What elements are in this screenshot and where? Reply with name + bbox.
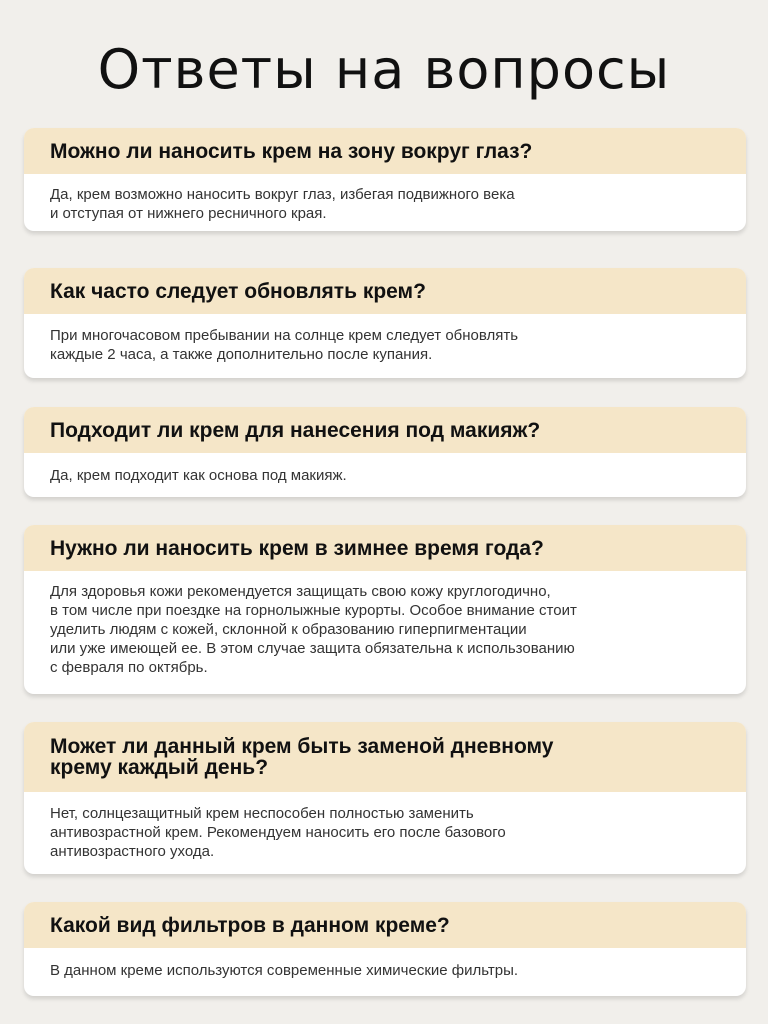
faq-question: Нужно ли наносить крем в зимнее время года? xyxy=(24,525,746,571)
faq-item xyxy=(24,407,746,497)
faq-question: Как часто следует обновлять крем? xyxy=(24,268,746,314)
faq-answer: Нет, солнцезащитный крем неспособен полностью заменить антивозрастной крем. Рекомендуем наносить его после базового антивозрастного ухода. xyxy=(50,805,506,860)
faq-question: Какой вид фильтров в данном креме? xyxy=(24,902,746,948)
faq-item xyxy=(24,722,746,874)
faq-item xyxy=(24,268,746,378)
faq-question: Может ли данный крем быть заменой дневному крему каждый день? xyxy=(24,722,746,792)
faq-question: Можно ли наносить крем на зону вокруг глаз? xyxy=(24,128,746,174)
faq-answer: При многочасовом пребывании на солнце крем следует обновлять каждые 2 часа, а также дополнительно после купания. xyxy=(50,327,519,363)
faq-answer: В данном креме используются современные химические фильтры. xyxy=(50,962,519,979)
faq-item xyxy=(24,128,746,231)
faq-question: Подходит ли крем для нанесения под макияж? xyxy=(24,407,746,453)
faq-item xyxy=(24,525,746,694)
faq-item xyxy=(24,902,746,996)
page-title: Ответы на вопросы xyxy=(97,38,671,101)
faq-answer: Для здоровья кожи рекомендуется защищать свою кожу круглогодично, в том числе при поездке на горнолыжные курорты. Особое внимание стоит уделить людям с кожей, склонной к образованию гиперпигментации или уже имеющей ее. В этом случае защита обязательна к использованию с февраля по октябрь. xyxy=(50,583,577,676)
faq-answer: Да, крем возможно наносить вокруг глаз, избегая подвижного века и отступая от нижнего ресничного края. xyxy=(50,186,515,222)
faq-answer: Да, крем подходит как основа под макияж. xyxy=(50,467,347,484)
